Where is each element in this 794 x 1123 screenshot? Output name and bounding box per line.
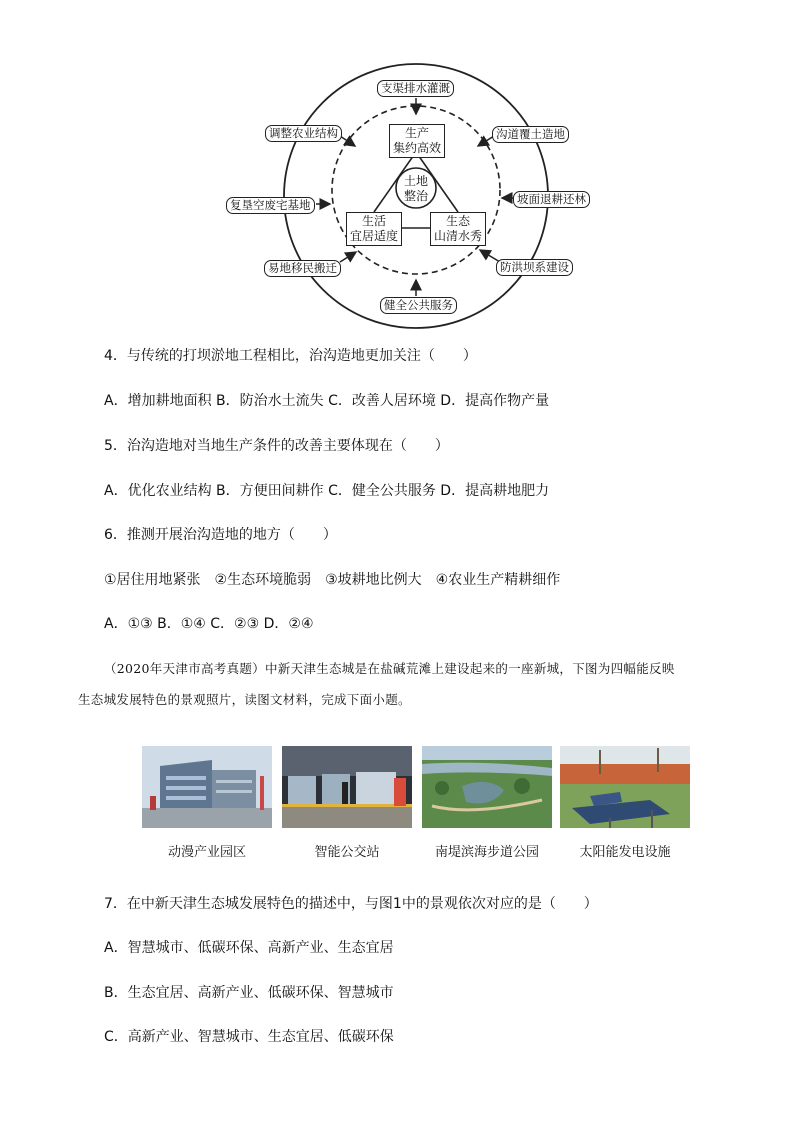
question-6-items: ①居住用地紧张 ②生态环境脆弱 ③坡耕地比例大 ④农业生产精耕细作 — [104, 572, 561, 588]
outer-item-homestead: 复垦空废宅基地 — [226, 197, 315, 214]
question-5: 5．治沟造地对当地生产条件的改善主要体现在（ ） — [104, 438, 449, 454]
question-7-option-a: A．智慧城市、低碳环保、高新产业、生态宜居 — [104, 940, 394, 956]
question-6-options: A．①③ B．①④ C．②③ D．②④ — [104, 616, 314, 632]
question-6: 6．推测开展治沟造地的地方（ ） — [104, 527, 337, 543]
intro-line-2: 生态城发展特色的景观照片，读图文材料，完成下面小题。 — [78, 692, 411, 707]
question-4-options: A．增加耕地面积 B．防治水土流失 C．改善人居环境 D．提高作物产量 — [104, 393, 550, 409]
outer-item-agri-structure: 调整农业结构 — [265, 125, 342, 142]
photo-caption: 南堤滨海步道公园 — [434, 845, 539, 860]
outer-item-irrigation: 支渠排水灌溉 — [377, 80, 454, 97]
photo-animation-park — [142, 746, 272, 828]
center-label: 土地 整治 — [403, 174, 428, 203]
production-box: 生产 集约高效 — [389, 124, 445, 158]
question-7-option-c: C．高新产业、智慧城市、生态宜居、低碳环保 — [104, 1029, 394, 1045]
photo-smart-bus-station — [282, 746, 412, 828]
question-7-option-b: B．生态宜居、高新产业、低碳环保、智慧城市 — [104, 985, 394, 1001]
outer-item-slope-forest: 坡面退耕还林 — [513, 191, 590, 208]
diagram-lines — [0, 0, 794, 330]
photo-caption: 太阳能发电设施 — [579, 845, 671, 860]
question-5-options: A．优化农业结构 B．方便田间耕作 C．健全公共服务 D．提高耕地肥力 — [104, 483, 550, 499]
outer-item-public-service: 健全公共服务 — [380, 297, 457, 314]
intro-line-1: （2020年天津市高考真题）中新天津生态城是在盐碱荒滩上建设起来的一座新城，下图为四幅能反映 — [104, 661, 675, 676]
living-box: 生活 宜居适度 — [346, 212, 402, 246]
photo-seaside-park — [422, 746, 552, 828]
outer-item-flood-dam: 防洪坝系建设 — [496, 259, 573, 276]
outer-item-relocation: 易地移民搬迁 — [264, 260, 341, 277]
ecology-box: 生态 山清水秀 — [430, 212, 486, 246]
question-4: 4．与传统的打坝淤地工程相比，治沟造地更加关注（ ） — [104, 348, 477, 364]
photo-solar-facility — [560, 746, 690, 828]
photo-caption: 智能公交站 — [314, 845, 380, 860]
outer-item-gully-land: 沟道覆土造地 — [492, 126, 569, 143]
photo-caption: 动漫产业园区 — [167, 845, 246, 860]
land-consolidation-diagram — [0, 0, 794, 330]
question-7: 7．在中新天津生态城发展特色的描述中，与图1中的景观依次对应的是（ ） — [104, 896, 598, 912]
